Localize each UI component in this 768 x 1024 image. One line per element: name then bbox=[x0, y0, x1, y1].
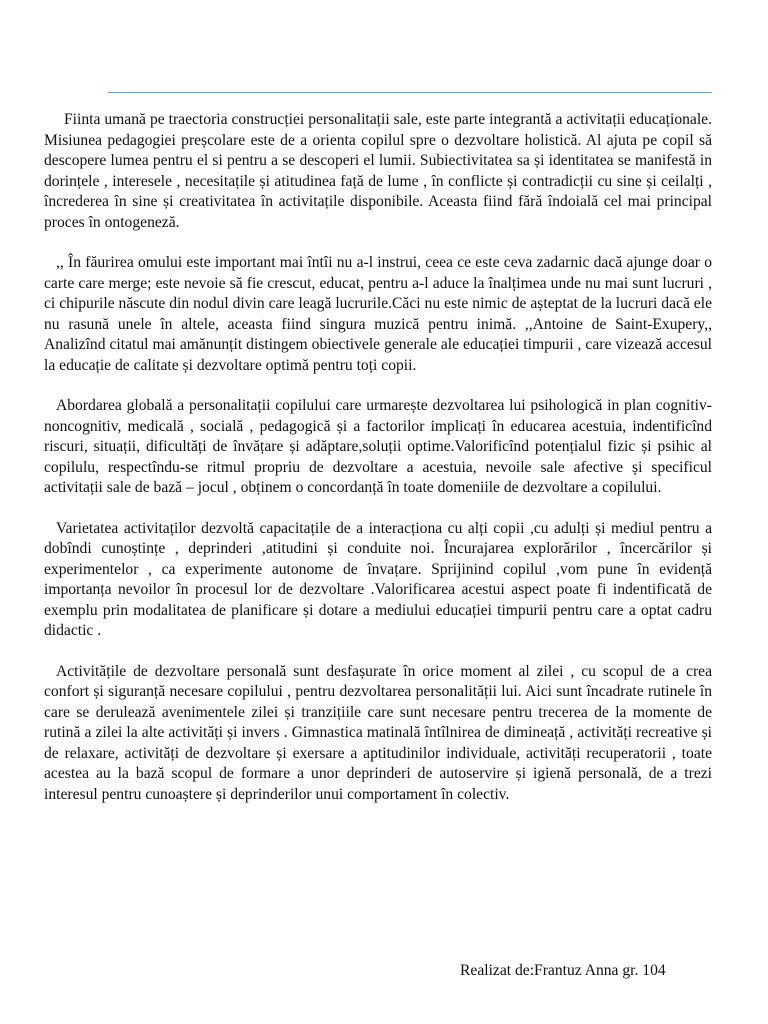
document-body bbox=[44, 110, 712, 825]
paragraph-1: Fiinta umană pe traectoria construcției personalitații sale, este parte integrantă a activitații educaționale. Misiunea pedagogiei preșcolare este de a orienta copilul spre o dezvoltare holistică. Al ajuta pe copil să descopere lumea pentru el si pentru a se descoperi el lumii. Subiectivitatea sa și identitatea se manifestă in dorințele , interesele , necesitațile și atitudinea față de lume , în conflicte și contradicții cu sine și ceilalți , încrederea în sine și creativitatea în activitațile disponibile. Aceasta fiind fără îndoială cel mai principal proces în ontogeneză. bbox=[44, 111, 712, 231]
paragraph-2: ,, În făurirea omului este important mai întîi nu a-l instrui, ceea ce este ceva zadarnic dacă ajunge doar o carte care merge; este nevoie să fie crescut, educat, pentru a-l aduce la înalțimea unde nu mai sunt lucruri , ci chipurile născute din nodul divin care leagă lucrurile.Căci nu este nimic de așteptat de la lucruri dacă ele nu rasună unele în altele, aceasta fiind singura muzică pentru inimă. ,,Antoine de Saint-Exupery,, Analizînd citatul mai amănunțit distingem obiectivele generale ale educației timpurii , care vizează accesul la educație de calitate și dezvoltare optimă pentru toți copii. bbox=[44, 254, 712, 374]
header-divider-line bbox=[108, 92, 712, 93]
paragraph-5: Activitățile de dezvoltare personală sunt desfașurate în orice moment al zilei , cu scopul de a crea confort și siguranță necesare copilului , pentru dezvoltarea personalității lui. Aici sunt încadrate rutinele în care se derulează avenimentele zilei și tranzițiile care sunt necesare pentru trecerea de la momente de rutină a zilei la alte activități și invers . Gimnastica matinală întîlnirea de dimineață , activități recreative și de relaxare, activități de dezvoltare și exersare a aptitudinilor individuale, activități recuperatorii , toate acestea au la bază scopul de formare a unor deprinderi de autoservire și igienă personală, de a trezi interesul pentru cunoaștere și deprinderilor unui comportament în colectiv. bbox=[44, 662, 712, 803]
paragraph-3: Abordarea globală a personalitații copilului care urmarește dezvoltarea lui psihologică in plan cognitiv-noncognitiv, medicală , socială , pedagogică și a factorilor implicați în educarea acestuia, indentificînd riscuri, situații, dificultăți de învățare și adăptare,soluții optime.Valorificînd potențialul fizic și psihic al copilulu, respectîndu-se ritmul propriu de dezvoltare a acestuia, nevoile sale afective și specificul activitații sale de bază – jocul , obținem o concordanță în toate domeniile de dezvoltare a copilului. bbox=[44, 397, 712, 496]
author-signature: Realizat de:Frantuz Anna gr. 104 bbox=[460, 962, 666, 979]
paragraph-4: Varietatea activitaților dezvoltă capacitațile de a interacționa cu alți copii ,cu adulți și mediul pentru a dobîndi cunoștințe , deprinderi ,atitudini și conduite noi. Încurajarea explorărilor , încercărilor și experimentelor , ca experimente autonome de învațare. Sprijinind copilul ,vom pune în evidență importanța nevoilor în procesul lor de dezvoltare .Valorificarea acestui aspect poate fi indentificată de exemplu prin modalitatea de planificare și dotare a mediului educației timpurii pentru care a optat cadru didactic . bbox=[44, 519, 712, 639]
